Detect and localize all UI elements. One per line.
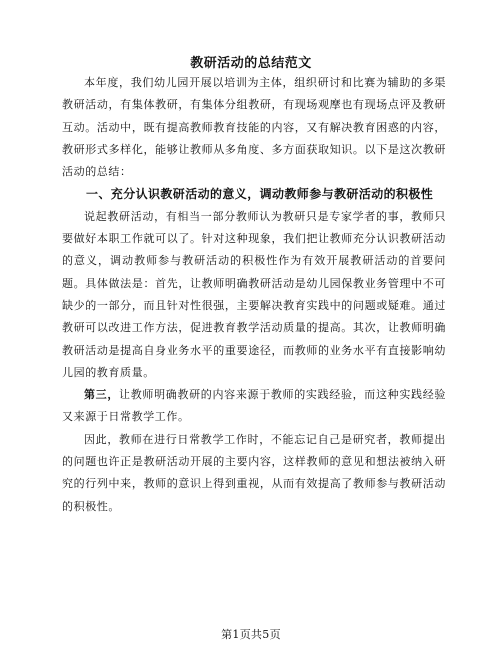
section-heading-1: 一、充分认识教研活动的意义，调动教师参与教研活动的积极性 [86,187,434,202]
page-number: 第1页共5页 [221,628,281,641]
body-paragraph-2: 因此，教师在进行日常教学工作时，不能忘记自己是研究者，教师提出的问题也许正是教研活动开展的主要内容，这样教师的意见和想法被纳入研究的行列中来，教师的意识上得到重视，从而有效提高了教师参与教研活动的积极性。 [62,432,446,513]
intro-paragraph: 本年度，我们幼儿园开展以培训为主体，组织研讨和比赛为辅助的多渠教研活动，有集体教研，有集体分组教研，有现场观摩也有现场点评及教研互动。活动中，既有提高教师教育技能的内容，又有解决教育困惑的内容，教研形式多样化，能够让教师从多角度、多方面获取知识。以下是这次教研活动的总结： [62,76,446,179]
third-point-lead: 第三， [84,388,120,402]
third-point-text: 让教师明确教研的内容来源于教师的实践经验，而这种实践经验又来源于日常教学工作。 [62,388,446,424]
body-paragraph-1: 说起教研活动，有相当一部分教师认为教研只是专家学者的事，教师只要做好本职工作就可以了。针对这种现象，我们把让教师充分认识教研活动的意义，调动教师参与教研活动的积极性作为有效开展教研活动的首要问题。具体做法是：首先，让教师明确教研活动是幼儿园保教业务管理中不可缺少的一部分，而且针对性很强，主要解决教育实践中的问题或疑难。通过教研可以改进工作方法，促进教育教学活动质量的提高。其次，让教师明确教研活动是提高自身业务水平的重要途径，而教师的业务水平有直接影响幼儿园的教育质量。 [62,209,446,379]
document-body [62,72,446,518]
document-title: 教研活动的总结范文 [190,56,312,71]
third-point-paragraph [62,384,446,429]
